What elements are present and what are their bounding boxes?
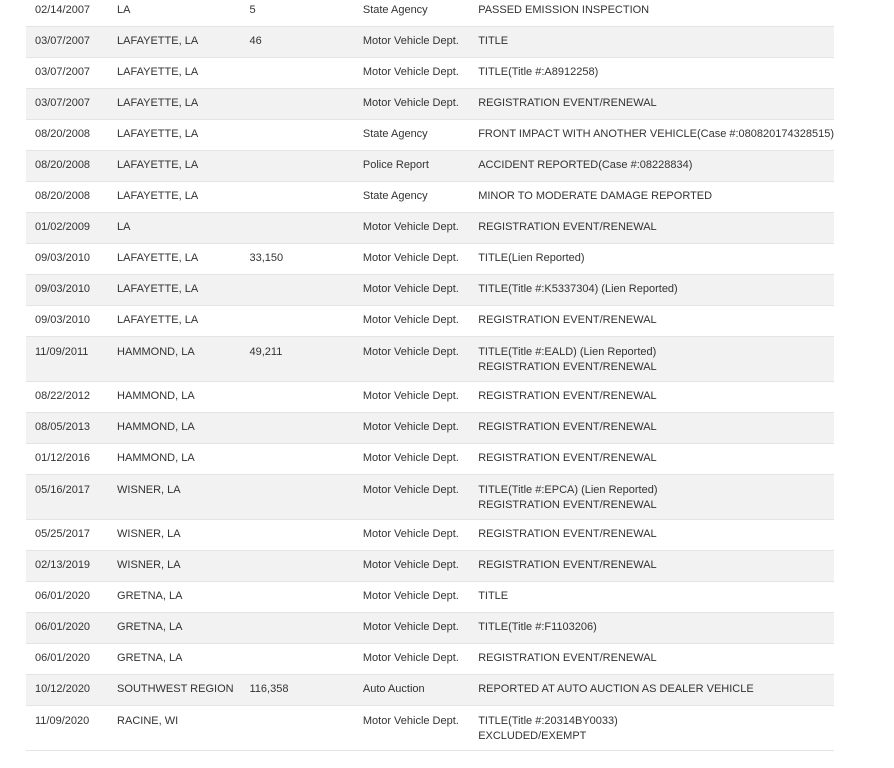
record-date: 01/02/2009 <box>35 221 91 233</box>
record-detail-line: TITLE(Title #:K5337304) (Lien Reported) <box>478 283 678 295</box>
history-row <box>26 243 834 274</box>
vehicle-history-body <box>26 0 834 750</box>
record-source: Motor Vehicle Dept. <box>362 452 459 464</box>
record-source: Motor Vehicle Dept. <box>362 528 459 540</box>
record-date: 09/03/2010 <box>35 283 91 295</box>
record-detail-line: REGISTRATION EVENT/RENEWAL <box>478 498 657 511</box>
record-location: LAFAYETTE, LA <box>117 190 199 202</box>
record-odometer <box>249 443 362 474</box>
history-row <box>26 305 834 336</box>
record-odometer <box>249 643 362 674</box>
record-source: Motor Vehicle Dept. <box>362 314 459 326</box>
record-source: State Agency <box>362 190 428 202</box>
record-details <box>478 243 834 274</box>
record-odometer: 49,211 <box>249 345 283 358</box>
record-details <box>478 336 834 381</box>
record-detail-line: FRONT IMPACT WITH ANOTHER VEHICLE(Case #:080820174328515) <box>478 128 834 140</box>
record-source: Motor Vehicle Dept. <box>362 283 459 295</box>
record-odometer <box>249 212 362 243</box>
record-location: GRETNA, LA <box>117 621 183 633</box>
record-source: Motor Vehicle Dept. <box>362 97 459 109</box>
record-source: Auto Auction <box>362 683 425 695</box>
history-row <box>26 705 834 750</box>
record-detail-line: TITLE <box>478 590 509 602</box>
record-odometer <box>249 381 362 412</box>
record-date: 08/20/2008 <box>35 190 91 202</box>
record-details <box>478 57 834 88</box>
record-details <box>478 26 834 57</box>
record-details <box>478 705 834 750</box>
history-row <box>26 381 834 412</box>
record-details <box>478 305 834 336</box>
record-source: Motor Vehicle Dept. <box>362 590 459 602</box>
record-detail-line: TITLE(Lien Reported) <box>478 252 585 264</box>
record-odometer <box>249 412 362 443</box>
record-detail-line: REGISTRATION EVENT/RENEWAL <box>478 421 657 433</box>
record-source: Motor Vehicle Dept. <box>362 483 459 496</box>
record-location: GRETNA, LA <box>117 590 183 602</box>
record-detail-line: REPORTED AT AUTO AUCTION AS DEALER VEHICLE <box>478 683 754 695</box>
record-detail-line: TITLE(Title #:F1103206) <box>478 621 597 633</box>
record-source: Motor Vehicle Dept. <box>362 559 459 571</box>
history-row <box>26 150 834 181</box>
record-odometer <box>249 88 362 119</box>
record-odometer <box>249 581 362 612</box>
record-date: 09/03/2010 <box>35 314 91 326</box>
record-source: Motor Vehicle Dept. <box>362 652 459 664</box>
record-odometer <box>249 274 362 305</box>
record-date: 05/25/2017 <box>35 528 91 540</box>
record-source: Motor Vehicle Dept. <box>362 621 459 633</box>
record-detail-line: REGISTRATION EVENT/RENEWAL <box>478 528 657 540</box>
record-detail-line: REGISTRATION EVENT/RENEWAL <box>478 452 657 464</box>
record-date: 05/16/2017 <box>35 483 91 496</box>
record-source: Motor Vehicle Dept. <box>362 421 459 433</box>
record-location: LA <box>117 221 131 233</box>
record-date: 11/09/2020 <box>35 714 90 727</box>
record-location: LAFAYETTE, LA <box>117 314 199 326</box>
record-date: 02/14/2007 <box>35 3 91 16</box>
record-detail-line: TITLE(Title #:A8912258) <box>478 66 599 78</box>
record-detail-line: REGISTRATION EVENT/RENEWAL <box>478 652 657 664</box>
record-source: Motor Vehicle Dept. <box>362 221 459 233</box>
record-odometer: 5 <box>249 3 256 16</box>
record-location: WISNER, LA <box>117 559 181 571</box>
record-details <box>478 274 834 305</box>
record-location: LAFAYETTE, LA <box>117 283 199 295</box>
record-date: 09/03/2010 <box>35 252 91 264</box>
record-odometer <box>249 57 362 88</box>
record-detail-line: TITLE(Title #:20314BY0033) <box>478 714 618 727</box>
record-detail-line: PASSED EMISSION INSPECTION <box>478 3 650 16</box>
record-date: 08/20/2008 <box>35 159 91 171</box>
record-detail-line: EXCLUDED/EXEMPT <box>478 729 587 742</box>
history-row <box>26 212 834 243</box>
record-details <box>478 181 834 212</box>
record-details <box>478 519 834 550</box>
record-odometer <box>249 705 362 750</box>
record-location: LA <box>117 3 131 16</box>
record-location: WISNER, LA <box>117 528 181 540</box>
history-row <box>26 581 834 612</box>
record-odometer <box>249 119 362 150</box>
record-details <box>478 581 834 612</box>
record-location: WISNER, LA <box>117 483 181 496</box>
record-date: 06/01/2020 <box>35 590 91 602</box>
record-odometer: 116,358 <box>249 683 289 695</box>
history-row <box>26 550 834 581</box>
record-date: 06/01/2020 <box>35 652 91 664</box>
history-row <box>26 88 834 119</box>
history-row <box>26 274 834 305</box>
record-date: 03/07/2007 <box>35 66 91 78</box>
record-source: Motor Vehicle Dept. <box>362 714 459 727</box>
record-location: HAMMOND, LA <box>117 421 195 433</box>
record-location: LAFAYETTE, LA <box>117 35 199 47</box>
record-details <box>478 612 834 643</box>
record-date: 06/01/2020 <box>35 621 91 633</box>
record-details <box>478 88 834 119</box>
history-row <box>26 181 834 212</box>
record-source: Motor Vehicle Dept. <box>362 252 459 264</box>
record-odometer <box>249 305 362 336</box>
record-source: State Agency <box>362 128 428 140</box>
history-row <box>26 26 834 57</box>
record-odometer <box>249 474 362 519</box>
record-odometer <box>249 612 362 643</box>
record-date: 08/22/2012 <box>35 390 91 402</box>
record-source: Motor Vehicle Dept. <box>362 345 459 358</box>
record-source: Motor Vehicle Dept. <box>362 66 459 78</box>
record-detail-line: TITLE <box>478 35 509 47</box>
record-detail-line: TITLE(Title #:EPCA) (Lien Reported) <box>478 483 658 496</box>
record-source: Motor Vehicle Dept. <box>362 390 459 402</box>
record-date: 02/13/2019 <box>35 559 91 571</box>
record-detail-line: MINOR TO MODERATE DAMAGE REPORTED <box>478 190 713 202</box>
history-row <box>26 119 834 150</box>
record-details <box>478 643 834 674</box>
record-odometer <box>249 519 362 550</box>
record-date: 08/05/2013 <box>35 421 91 433</box>
record-source: Motor Vehicle Dept. <box>362 35 459 47</box>
record-date: 10/12/2020 <box>35 683 91 695</box>
record-details <box>478 674 834 705</box>
history-row <box>26 474 834 519</box>
history-row <box>26 412 834 443</box>
record-odometer: 46 <box>249 35 262 47</box>
history-row <box>26 674 834 705</box>
record-location: LAFAYETTE, LA <box>117 66 199 78</box>
record-location: RACINE, WI <box>117 714 179 727</box>
record-location: LAFAYETTE, LA <box>117 97 199 109</box>
record-details <box>478 443 834 474</box>
record-odometer <box>249 550 362 581</box>
record-location: LAFAYETTE, LA <box>117 128 199 140</box>
record-location: HAMMOND, LA <box>117 345 195 358</box>
record-detail-line: REGISTRATION EVENT/RENEWAL <box>478 97 657 109</box>
history-row <box>26 643 834 674</box>
record-odometer: 33,150 <box>249 252 284 264</box>
history-row <box>26 0 834 26</box>
record-detail-line: REGISTRATION EVENT/RENEWAL <box>478 559 657 571</box>
record-odometer <box>249 150 362 181</box>
record-detail-line: REGISTRATION EVENT/RENEWAL <box>478 390 657 402</box>
record-location: GRETNA, LA <box>117 652 183 664</box>
history-row <box>26 612 834 643</box>
history-row <box>26 443 834 474</box>
history-row <box>26 336 834 381</box>
record-details <box>478 0 834 26</box>
record-date: 01/12/2016 <box>35 452 91 464</box>
history-row <box>26 57 834 88</box>
record-details <box>478 474 834 519</box>
record-details <box>478 150 834 181</box>
record-detail-line: REGISTRATION EVENT/RENEWAL <box>478 221 657 233</box>
record-details <box>478 119 834 150</box>
record-location: HAMMOND, LA <box>117 390 195 402</box>
record-source: Police Report <box>362 159 429 171</box>
record-details <box>478 212 834 243</box>
record-detail-line: REGISTRATION EVENT/RENEWAL <box>478 314 657 326</box>
record-date: 03/07/2007 <box>35 35 91 47</box>
record-detail-line: ACCIDENT REPORTED(Case #:08228834) <box>478 159 693 171</box>
record-location: SOUTHWEST REGION <box>117 683 234 695</box>
record-details <box>478 412 834 443</box>
history-row <box>26 519 834 550</box>
record-date: 03/07/2007 <box>35 97 91 109</box>
record-odometer <box>249 181 362 212</box>
record-details <box>478 381 834 412</box>
record-date: 11/09/2011 <box>35 345 89 358</box>
record-date: 08/20/2008 <box>35 128 91 140</box>
record-location: LAFAYETTE, LA <box>117 159 199 171</box>
record-detail-line: REGISTRATION EVENT/RENEWAL <box>478 360 657 373</box>
record-location: LAFAYETTE, LA <box>117 252 199 264</box>
vehicle-history-table <box>26 0 834 751</box>
record-detail-line: TITLE(Title #:EALD) (Lien Reported) <box>478 345 657 358</box>
record-details <box>478 550 834 581</box>
record-source: State Agency <box>362 3 428 16</box>
record-location: HAMMOND, LA <box>117 452 195 464</box>
